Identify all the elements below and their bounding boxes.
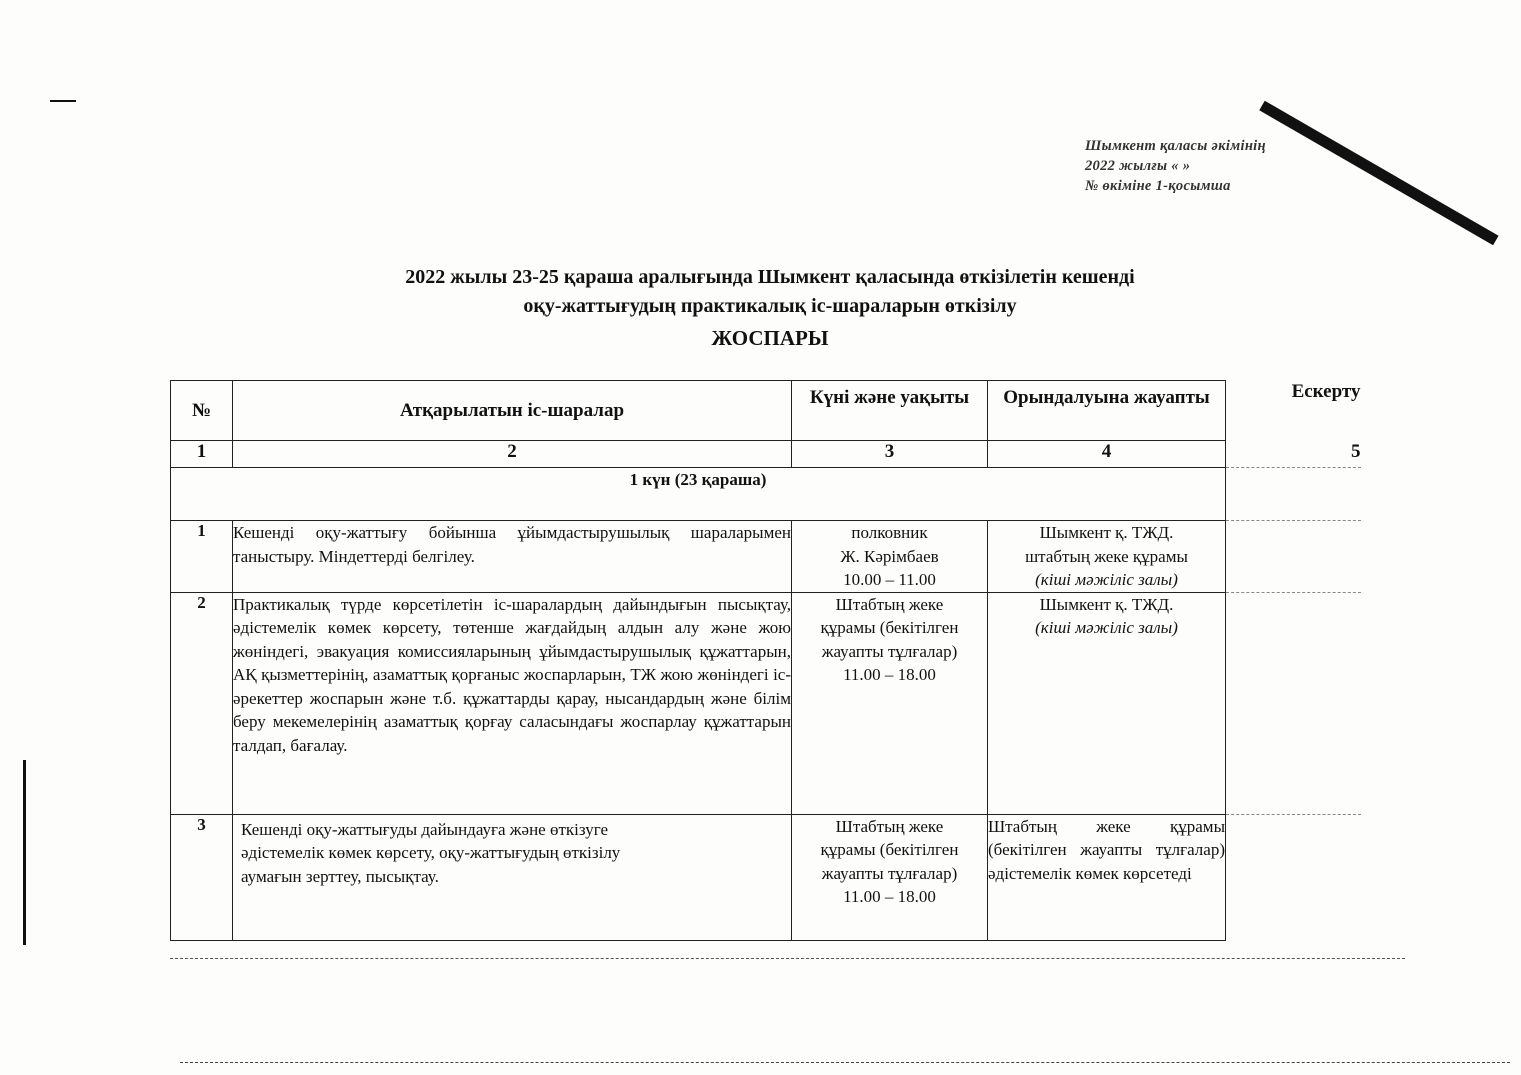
header-responsible: Орындалуына жауапты xyxy=(988,381,1226,441)
note-cell xyxy=(1226,468,1361,521)
row-activity: Практикалық түрде көрсетілетін іс-шаралардың дайындығын пысықтау, әдістемелік көмек көрсету, төтенше жағдайдың алдын алу және жою жөніндегі, эвакуация комиссияларының ұйымдастырушылық құжаттарын, АҚ қызметтерінің, азаматтық қорғаныс жоспарларын, ТЖ жою жөніндегі іс-әрекеттер жоспарын және т.б. құжаттарды қарау, нысандардың және білім беру мекемелерінің азаматтық қорғау саласындағы жоспарлау құжаттарын талдап, бағалау. xyxy=(233,592,792,814)
document-title-line-2: оқу-жаттығудың практикалық іс-шараларын өткізілу xyxy=(523,295,1017,317)
index-cell: 3 xyxy=(792,441,988,468)
index-cell: 2 xyxy=(233,441,792,468)
note-cell xyxy=(1226,814,1361,940)
date-line: Ж. Кәрімбаев xyxy=(840,546,939,566)
date-line: жауапты тұлғалар) xyxy=(821,863,958,883)
day-row xyxy=(171,468,1361,521)
header-num: № xyxy=(171,381,233,441)
row-responsible xyxy=(988,592,1226,814)
activity-line: Кешенді оқу-жаттығуды дайындауға және өткізуге xyxy=(241,819,609,839)
header-activity: Атқарылатын іс-шаралар xyxy=(233,381,792,441)
document-title-line-3: ЖОСПАРЫ xyxy=(711,326,829,350)
row-num: 3 xyxy=(171,814,233,940)
row-num: 2 xyxy=(171,592,233,814)
row-activity: Кешенді оқу-жаттығу бойынша ұйымдастырушылық шараларымен таныстыру. Міндеттерді белгілеу. xyxy=(233,521,792,593)
date-line: 11.00 – 18.00 xyxy=(843,887,936,906)
activity-line: әдістемелік көмек көрсету, оқу-жаттығудың өткізілу xyxy=(241,843,621,862)
date-line: құрамы (бекітілген xyxy=(820,618,959,637)
responsible-location: (кіші мәжіліс залы) xyxy=(1035,570,1178,589)
page-bottom-rule xyxy=(180,1062,1510,1063)
index-cell: 1 xyxy=(171,441,233,468)
responsible-line: Шымкент қ. ТЖД. xyxy=(1039,594,1174,614)
responsible-line: штабтың жеке құрамы xyxy=(1025,546,1188,566)
table-row xyxy=(171,814,1361,940)
note-cell xyxy=(1226,521,1361,593)
header-note: Ескерту xyxy=(1291,380,1361,402)
stamp-line-3: № өкіміне 1-қосымша xyxy=(1085,178,1231,194)
date-line: құрамы (бекітілген xyxy=(820,840,959,859)
note-cell xyxy=(1226,592,1361,814)
stamp-line-2: 2022 жылғы « » xyxy=(1085,158,1191,174)
date-line: 10.00 – 11.00 xyxy=(843,570,936,589)
scan-dash-top-left xyxy=(50,100,76,102)
table-row xyxy=(171,592,1361,814)
scan-mark-left xyxy=(23,760,26,945)
date-line: Штабтың жеке xyxy=(835,594,944,614)
responsible-line: Шымкент қ. ТЖД. xyxy=(1039,523,1174,542)
row-num: 1 xyxy=(171,521,233,593)
row-date xyxy=(792,592,988,814)
table-bottom-rule xyxy=(170,958,1405,959)
date-line: 11.00 – 18.00 xyxy=(843,665,936,684)
row-responsible xyxy=(988,521,1226,593)
date-line: жауапты тұлғалар) xyxy=(821,641,958,661)
day-label: 1 күн (23 қараша) xyxy=(171,468,1226,521)
date-line: Штабтың жеке xyxy=(835,816,944,836)
table-header-row xyxy=(171,381,1361,441)
row-responsible: Штабтың жеке құрамы (бекітілген жауапты тұлғалар) әдістемелік көмек көрсетеді xyxy=(988,814,1226,940)
plan-table xyxy=(170,380,1361,941)
index-cell: 5 xyxy=(1351,440,1361,462)
index-cell: 4 xyxy=(988,441,1226,468)
column-index-row xyxy=(171,441,1361,468)
document-title-line-1: 2022 жылы 23-25 қараша аралығында Шымкент қаласында өткізілетін кешенді xyxy=(405,266,1135,288)
activity-line: аумағын зерттеу, пысықтау. xyxy=(241,866,439,886)
row-date xyxy=(792,521,988,593)
responsible-location: (кіші мәжіліс залы) xyxy=(1035,618,1178,637)
approval-stamp xyxy=(1085,136,1385,196)
table-row xyxy=(171,521,1361,593)
date-line: полковник xyxy=(851,523,928,542)
row-activity xyxy=(233,814,792,940)
stamp-line-1: Шымкент қаласы әкімінің xyxy=(1085,138,1266,154)
header-date: Күні және уақыты xyxy=(792,381,988,441)
row-date xyxy=(792,814,988,940)
